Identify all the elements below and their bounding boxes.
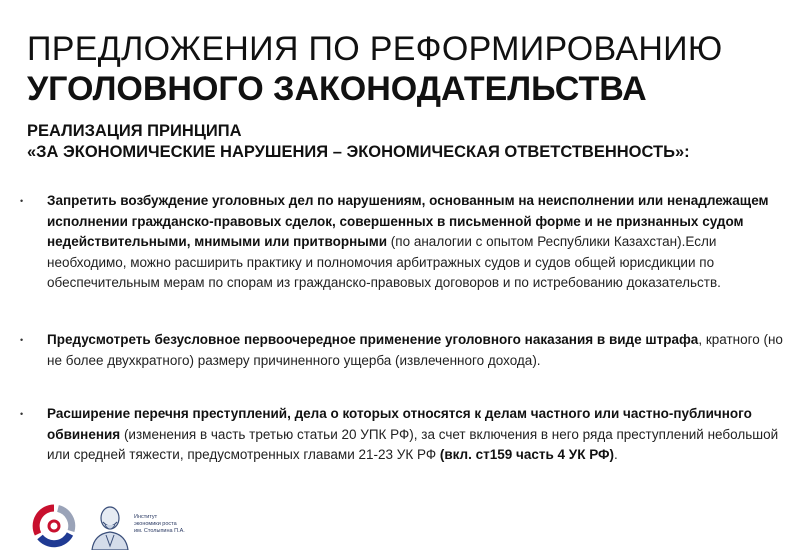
bullet-icon: • [20, 196, 24, 206]
bullet-text: (изменения в часть третью статьи 20 УПК РФ), за счет включения в него ряда преступлений небольшой или средней тяжести, предусмотренных главами 21-23 УК РФ [47, 426, 779, 463]
list-item [20, 330, 790, 371]
list-item [20, 191, 790, 294]
bullet-list [20, 191, 790, 466]
bullet-icon: • [20, 334, 24, 345]
bullet-bold-text-2: (вкл. ст159 часть 4 УК РФ) [439, 447, 615, 463]
bullet-icon: • [20, 409, 24, 420]
bullet-bold-text: Расширение перечня преступлений, дела о которых относятся к делам частного или частно-публичного обвинения [47, 406, 752, 442]
bullet-tail: . [614, 447, 618, 463]
subtitle-line2: «ЗА ЭКОНОМИЧЕСКИЕ НАРУШЕНИЯ – ЭКОНОМИЧЕСКАЯ ОТВЕТСТВЕННОСТЬ»: [27, 143, 690, 161]
institute-name-line3: им. Столыпина П.А. [134, 528, 185, 534]
page-title-line2: УГОЛОВНОГО ЗАКОНОДАТЕЛЬСТВА [27, 70, 647, 108]
institute-logo [30, 500, 210, 550]
institute-name-line1: Институт [134, 514, 158, 520]
subtitle-line1: РЕАЛИЗАЦИЯ ПРИНЦИПА [27, 122, 242, 140]
ring-logo-icon [30, 504, 78, 548]
page-title-line1: ПРЕДЛОЖЕНИЯ ПО РЕФОРМИРОВАНИЮ [27, 30, 723, 68]
bullet-text: (по аналогии с опытом Республики Казахстан).Если необходимо, можно расширить практику и полномочия арбитражных судов и судов общей юрисдикции по обеспечительным мерам по спорам из гражданско-правовых договоров и по истребованию доказательств. [47, 234, 721, 291]
institute-name-line2: экономики роста [134, 521, 177, 527]
bullet-bold-text: Запретить возбуждение уголовных дел по нарушениям, основанным на неисполнении или ненадлежащем исполнении гражданско-правовых сделок, совершенных в письменной форме и не признанных судом недействительными, мнимыми или притворными [47, 193, 769, 250]
list-item [20, 404, 790, 466]
institute-name [134, 514, 204, 535]
bullet-bold-text: Предусмотреть безусловное первоочередное применение уголовного наказания в виде штрафа [47, 331, 699, 347]
portrait-icon [88, 502, 132, 550]
bullet-text: , кратного (но не более двухкратного) размеру причиненного ущерба (извлеченного дохода). [47, 331, 783, 368]
